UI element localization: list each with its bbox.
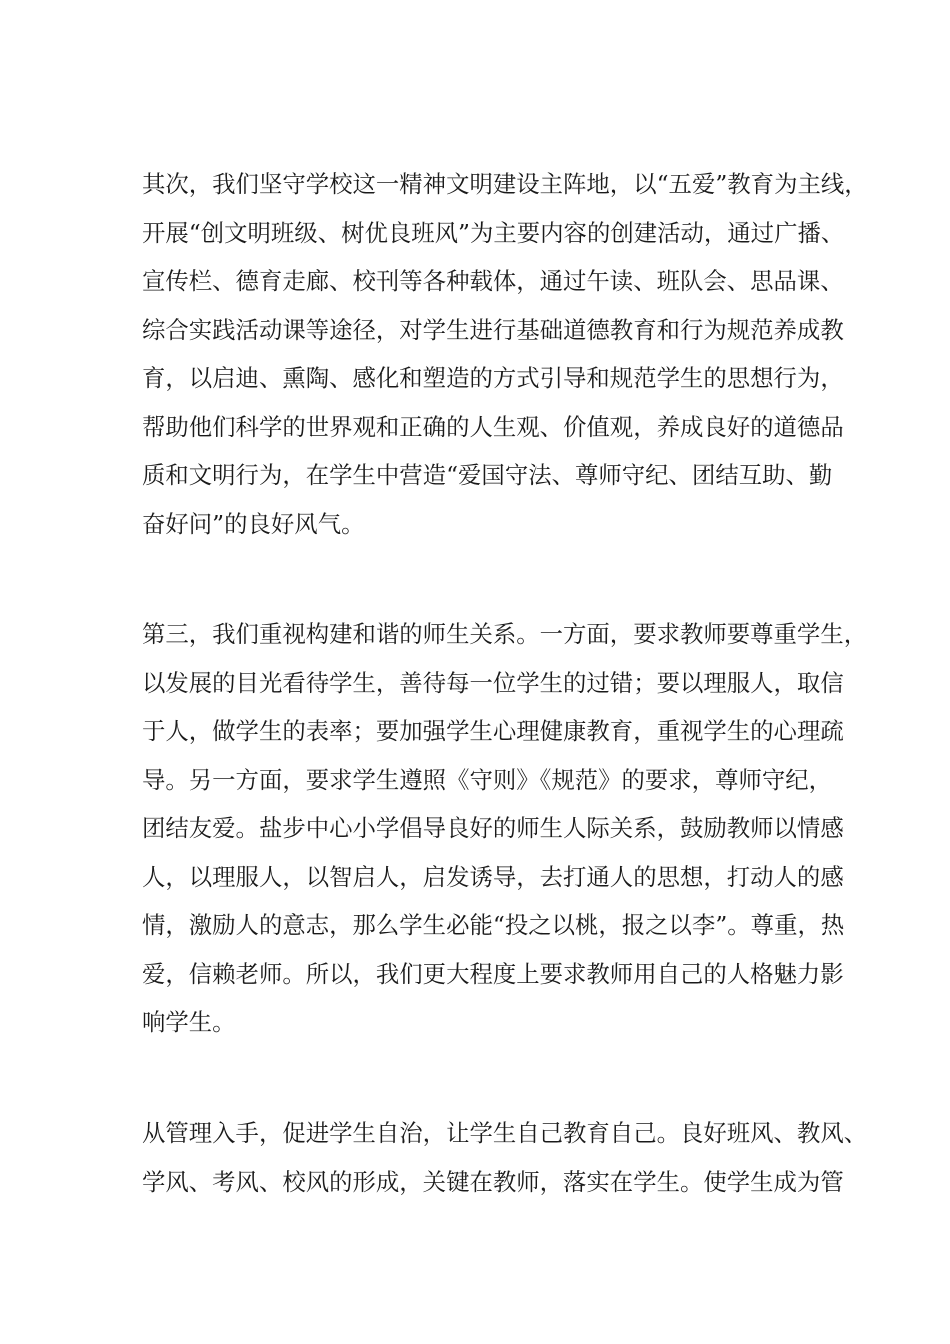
- text-line: 第三，我们重视构建和谐的师生关系。一方面，要求教师要尊重学生，: [142, 620, 868, 648]
- text-line: 综合实践活动课等途径，对学生进行基础道德教育和行为规范养成教: [142, 315, 844, 344]
- text-line: 以发展的目光看待学生，善待每一位学生的过错；要以理服人，取信: [142, 668, 844, 697]
- text-line: 从管理入手，促进学生自治，让学生自己教育自己。良好班风、教风、: [142, 1119, 868, 1147]
- text-line: 学风、考风、校风的形成，关键在教师，落实在学生。使学生成为管: [142, 1167, 844, 1196]
- text-line: 情，激励人的意志，那么学生必能“投之以桃，报之以李”。尊重，热: [142, 911, 845, 939]
- text-line: 团结友爱。盐步中心小学倡导良好的师生人际关系，鼓励教师以情感: [142, 814, 844, 842]
- paragraph-moral-education: [142, 160, 868, 548]
- text-line: 帮助他们科学的世界观和正确的人生观、价值观，养成良好的道德品: [142, 412, 844, 441]
- paragraph-teacher-student-relations: [142, 610, 868, 1047]
- text-line: 育，以启迪、熏陶、感化和塑造的方式引导和规范学生的思想行为，: [142, 364, 844, 392]
- text-line: 开展“创文明班级、树优良班风”为主要内容的创建活动，通过广播、: [142, 218, 845, 247]
- text-line: 响学生。: [142, 1008, 236, 1036]
- paragraph-student-self-governance: [142, 1109, 868, 1206]
- text-line: 导。另一方面，要求学生遵照《守则》《规范》的要求，尊师守纪，: [142, 765, 833, 794]
- text-line: 于人，做学生的表率；要加强学生心理健康教育，重视学生的心理疏: [142, 717, 844, 745]
- text-line: 奋好问”的良好风气。: [142, 509, 365, 538]
- text-line: 宣传栏、德育走廊、校刊等各种载体，通过午读、班队会、思品课、: [142, 267, 844, 295]
- text-line: 其次，我们坚守学校这一精神文明建设主阵地，以“五爱”教育为主线，: [142, 170, 868, 198]
- text-line: 质和文明行为，在学生中营造“爱国守法、尊师守纪、团结互助、勤: [142, 461, 833, 489]
- text-line: 爱，信赖老师。所以，我们更大程度上要求教师用自己的人格魅力影: [142, 959, 844, 988]
- text-line: 人，以理服人，以智启人，启发诱导，去打通人的思想，打动人的感: [142, 862, 844, 891]
